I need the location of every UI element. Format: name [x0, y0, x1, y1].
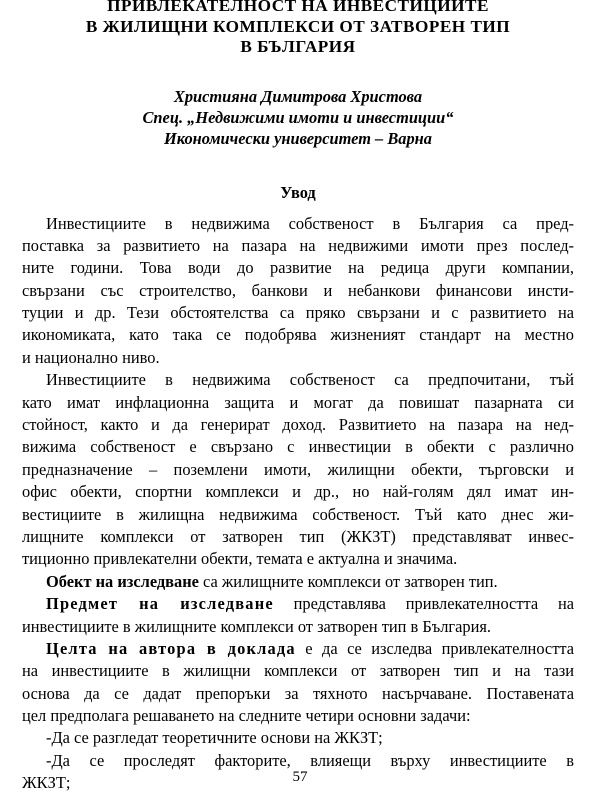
p3-rest: са жилищните комплекси от затворен тип.	[198, 571, 498, 591]
p2-line: вижима собственост е свързано с инвестиции в обекти с различно	[22, 437, 574, 457]
p2-line: вестициите в жилищна недвижима собственост. Тъй като днес жи-	[22, 504, 574, 524]
p5-rest: е да се изследва привлекателността	[295, 638, 574, 658]
p2-line: лищните комплекси от затворен тип (ЖКЗТ) представляват инвес-	[22, 526, 574, 546]
p3-bold: Обект на изследване	[46, 571, 199, 591]
p3-line	[22, 571, 574, 593]
p1-line: и национално ниво.	[22, 347, 160, 367]
section-heading: Увод	[280, 182, 316, 202]
p2-line: стойност, както и да генерират доход. Развитието на пазара на нед-	[22, 415, 574, 435]
title-line-1: ПРИВЛЕКАТЕЛНОСТ НА ИНВЕСТИЦИИТЕ	[107, 0, 489, 15]
author-name: Християна Димитрова Христова	[173, 86, 423, 106]
p5-line	[22, 638, 574, 660]
p5-bold: Целта на автора в доклада	[46, 638, 296, 658]
p5-line: основа да се дадат препоръки за тяхното насърчаване. Поставената	[22, 683, 574, 703]
paper-title	[22, 0, 574, 58]
p4-line: инвестициите в жилищните комплекси от затворен тип в България.	[22, 616, 492, 636]
p4-line	[22, 593, 574, 615]
p2-line: Инвестициите в недвижима собственост са предпочитани, тъй	[46, 370, 574, 390]
p2-line: тиционно привлекателни обекти, темата е актуална и значима.	[22, 549, 458, 569]
p1-line: ните години. Това води до развитие на редица други компании,	[22, 258, 574, 278]
body-text	[22, 213, 574, 795]
p4-rest: представлява привлекателността на	[273, 594, 574, 614]
p1-line: икономиката, като така се подобрява жизненият стандарт на местно	[22, 325, 574, 345]
author-university: Икономически университет – Варна	[164, 128, 432, 148]
p4-bold: Предмет на изследване	[46, 594, 274, 614]
p5-line: цел предполага решаването на следните четири основни задачи:	[22, 706, 471, 726]
author-specialty: Спец. „Недвижими имоти и инвестиции“	[142, 107, 454, 127]
p2-line: предназначение – поземлени имоти, жилищни обекти, търговски и	[22, 459, 574, 479]
author-block	[22, 86, 574, 149]
task-item: -Да се проследят факторите, влияещи върху инвестициите в	[46, 750, 574, 770]
p1-line: Инвестициите в недвижима собственост в България са пред-	[46, 213, 574, 233]
p2-line: офис обекти, спортни комплекси и др., но най-голям дял имат ин-	[22, 482, 574, 502]
p1-line: туции и др. Тези обстоятелства са пряко свързани и с развитието на	[22, 303, 574, 323]
title-line-3: В БЪЛГАРИЯ	[240, 37, 356, 56]
p5-line: на инвестициите в жилищни комплекси от затворен тип и на тази	[22, 661, 574, 681]
p1-line: свързани със строителство, банкови и небанкови финансови инсти-	[22, 280, 574, 300]
title-line-2: В ЖИЛИЩНИ КОМПЛЕКСИ ОТ ЗАТВОРЕН ТИП	[85, 16, 511, 36]
p2-line: като имат инфлационна защита и могат да повишат пазарната си	[22, 392, 574, 412]
p1-line: поставка за развитието на пазара на недвижими имоти през послед-	[22, 235, 574, 255]
task-item-continuation: ЖКЗТ;	[22, 773, 71, 793]
page-number: 57	[292, 769, 308, 785]
task-item: -Да се разгледат теоретичните основи на ЖКЗТ;	[46, 728, 383, 748]
